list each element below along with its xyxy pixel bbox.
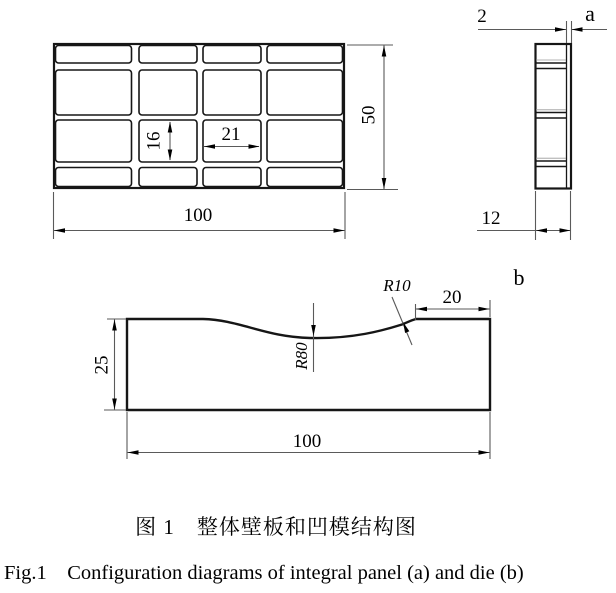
- subfigure-label-a: a: [585, 1, 595, 26]
- dim-label-25: 25: [91, 355, 113, 375]
- dimension-flat-length: [416, 287, 491, 320]
- dimension-panel-height: [347, 45, 398, 190]
- dim-label-100-die: 100: [292, 431, 322, 452]
- caption-chinese: 图 1 整体壁板和凹模结构图: [135, 515, 417, 539]
- dimension-panel-depth: [477, 191, 571, 240]
- dimension-die-height: [92, 319, 127, 410]
- panel-front-view: [54, 44, 399, 239]
- dim-label-2: 2: [477, 6, 487, 27]
- panel-side-view: [477, 1, 607, 240]
- dimension-die-width: [127, 412, 490, 459]
- die-view: [92, 265, 525, 459]
- side-rib-lines: [536, 60, 566, 167]
- radius-label-r10: R10: [383, 276, 411, 295]
- panel-outline: [54, 44, 344, 188]
- subfigure-label-b: b: [513, 265, 525, 290]
- dim-label-100-panel: 100: [183, 205, 213, 226]
- radius-label-r80: R80: [292, 342, 311, 370]
- dimension-pocket-height: [144, 122, 173, 161]
- caption-english: Fig.1 Configuration diagrams of integral panel (a) and die (b): [4, 562, 524, 584]
- dim-label-21: 21: [221, 124, 241, 145]
- annotation-r10: [382, 276, 412, 345]
- dim-label-20: 20: [442, 287, 462, 308]
- dim-label-16: 16: [143, 131, 165, 151]
- dim-label-50: 50: [358, 105, 380, 125]
- dimension-pocket-width: [204, 124, 260, 149]
- dim-label-12: 12: [481, 208, 501, 229]
- dimension-panel-width: [54, 192, 346, 239]
- panel-pockets: [56, 46, 343, 187]
